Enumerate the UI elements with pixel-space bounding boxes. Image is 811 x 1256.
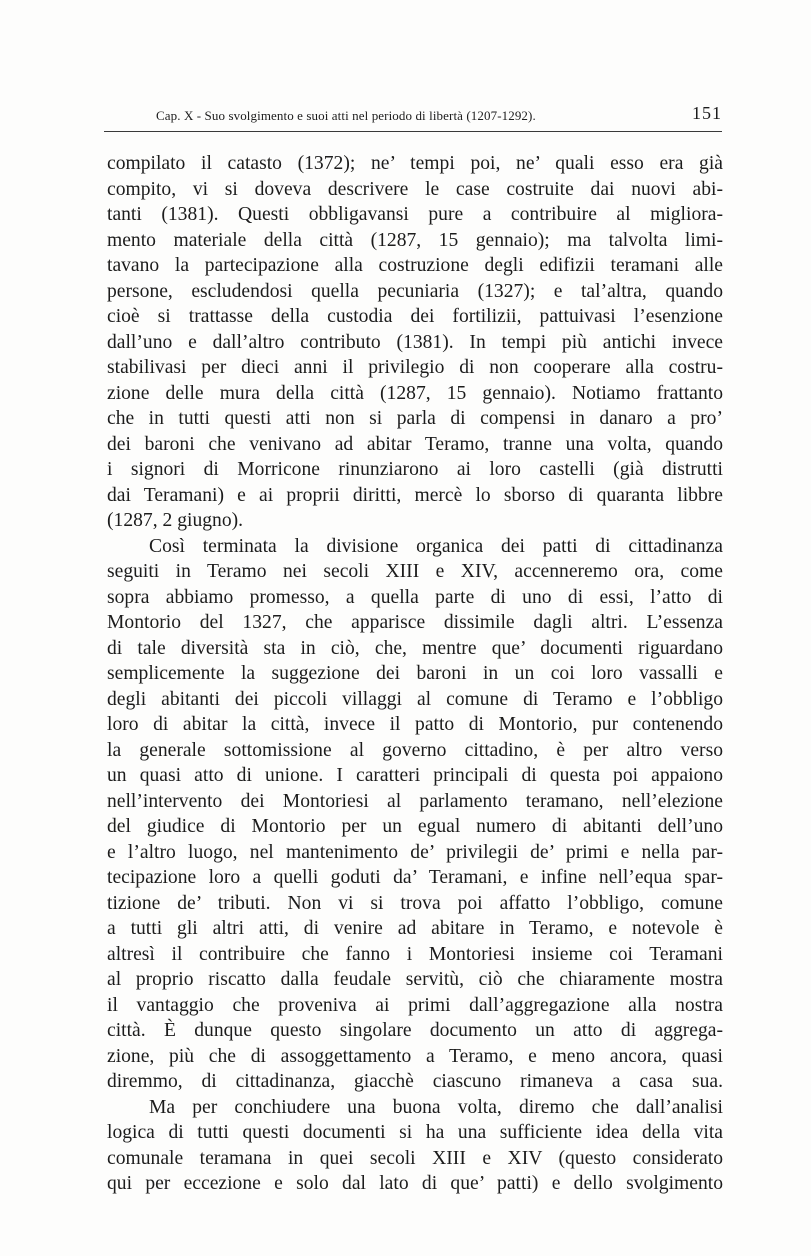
paragraph-first-line: Così terminata la divisione organica dei patti di cittadinanza [149,535,723,557]
text-line: semplicemente la suggezione dei baroni in un coi loro vassalli e [107,663,723,684]
text-line: stabilivasi per dieci anni il privilegio di non cooperare alla costru- [107,357,723,378]
text-line: dall’uno e dall’altro contributo (1381). In tempi più antichi invece [107,331,723,353]
text-line: dai Teramani) e ai proprii diritti, mercè lo sborso di quaranta libbre [107,484,723,506]
paragraph-first-line: Ma per conchiudere una buona volta, diremo che dall’analisi [149,1096,723,1118]
text-line: loro di abitar la città, invece il patto di Montorio, pur contenendo [107,714,723,735]
running-header [104,102,724,128]
text-line: compito, vi si doveva descrivere le case costruite dai nuovi abi- [107,178,723,200]
page-number: 151 [692,103,722,123]
text-line: che in tutti questi atti non si parla di compensi in danaro a pro’ [107,408,723,429]
text-line: tizione de’ tributi. Non vi si trova poi affatto l’obbligo, comune [107,892,723,914]
text-line: (1287, 2 giugno). [107,510,244,531]
text-line: tavano la partecipazione alla costruzione degli edifizii teramani alle [107,255,723,276]
text-line: a tutti gli altri atti, di venire ad abitare in Teramo, e notevole è [107,918,723,939]
text-line: i signori di Morricone rinunziarono ai loro castelli (già distrutti [107,459,723,480]
running-title: Cap. X - Suo svolgimento e suoi atti nel periodo di libertà (1207-1292). [156,108,536,123]
text-line: persone, escludendosi quella pecuniaria (1327); e tal’altra, quando [107,280,723,302]
text-line: nell’intervento dei Montoriesi al parlamento teramano, nell’elezione [107,790,723,812]
text-line: del giudice di Montorio per un egual numero di abitanti dell’uno [107,816,723,837]
text-line: al proprio riscatto dalla feudale servitù, ciò che chiaramente mostra [107,969,723,990]
text-line: sopra abbiamo promesso, a quella parte di uno di essi, l’atto di [107,586,723,608]
text-line: altresì il contribuire che fanno i Montoriesi insieme coi Teramani [107,943,723,965]
text-line: di tale diversità sta in ciò, che, mentre que’ documenti riguardano [107,637,723,659]
text-line: cioè si trattasse della custodia dei fortilizii, pattuivasi l’esenzione [107,306,723,327]
text-line: città. È dunque questo singolare documento un atto di aggrega- [107,1020,723,1041]
text-line: comunale teramana in quei secoli XIII e XIV (questo considerato [107,1147,723,1169]
text-line: seguiti in Teramo nei secoli XIII e XIV, accenneremo ora, come [107,561,723,582]
text-line: dei baroni che venivano ad abitar Teramo, tranne una volta, quando [107,433,723,455]
text-line: tanti (1381). Questi obbligavansi pure a contribuire al migliora- [107,204,723,225]
text-line: tecipazione loro a quelli goduti da’ Teramani, e infine nell’equa spar- [107,867,723,888]
text-line: mento materiale della città (1287, 15 gennaio); ma talvolta limi- [107,229,723,251]
text-line: e l’altro luogo, nel mantenimento de’ privilegii de’ primi e nella par- [107,841,723,863]
text-line: un quasi atto di unione. I caratteri principali di questa poi appaiono [107,765,723,786]
text-line: il vantaggio che proveniva ai primi dall’aggregazione alla nostra [107,994,723,1016]
text-line: logica di tutti questi documenti si ha una sufficiente idea della vita [107,1122,723,1143]
text-line: Montorio del 1327, che apparisce dissimile dagli altri. L’essenza [107,612,723,633]
header-rule [104,131,722,132]
text-line: degli abitanti dei piccoli villaggi al comune di Teramo e l’obbligo [107,688,723,710]
text-line: diremmo, di cittadinanza, giacchè ciascuno rimaneva a casa sua. [107,1071,723,1092]
text-line: compilato il catasto (1372); ne’ tempi poi, ne’ quali esso era già [107,153,723,174]
body-text [107,151,723,1197]
text-line: zione, più che di assoggettamento a Teramo, e meno ancora, quasi [107,1045,723,1067]
text-line: zione delle mura della città (1287, 15 gennaio). Notiamo frattanto [107,382,723,404]
text-line: la generale sottomissione al governo cittadino, è per altro verso [107,739,723,761]
text-line: qui per eccezione e solo dal lato di que’ patti) e dello svolgimento [107,1173,723,1194]
